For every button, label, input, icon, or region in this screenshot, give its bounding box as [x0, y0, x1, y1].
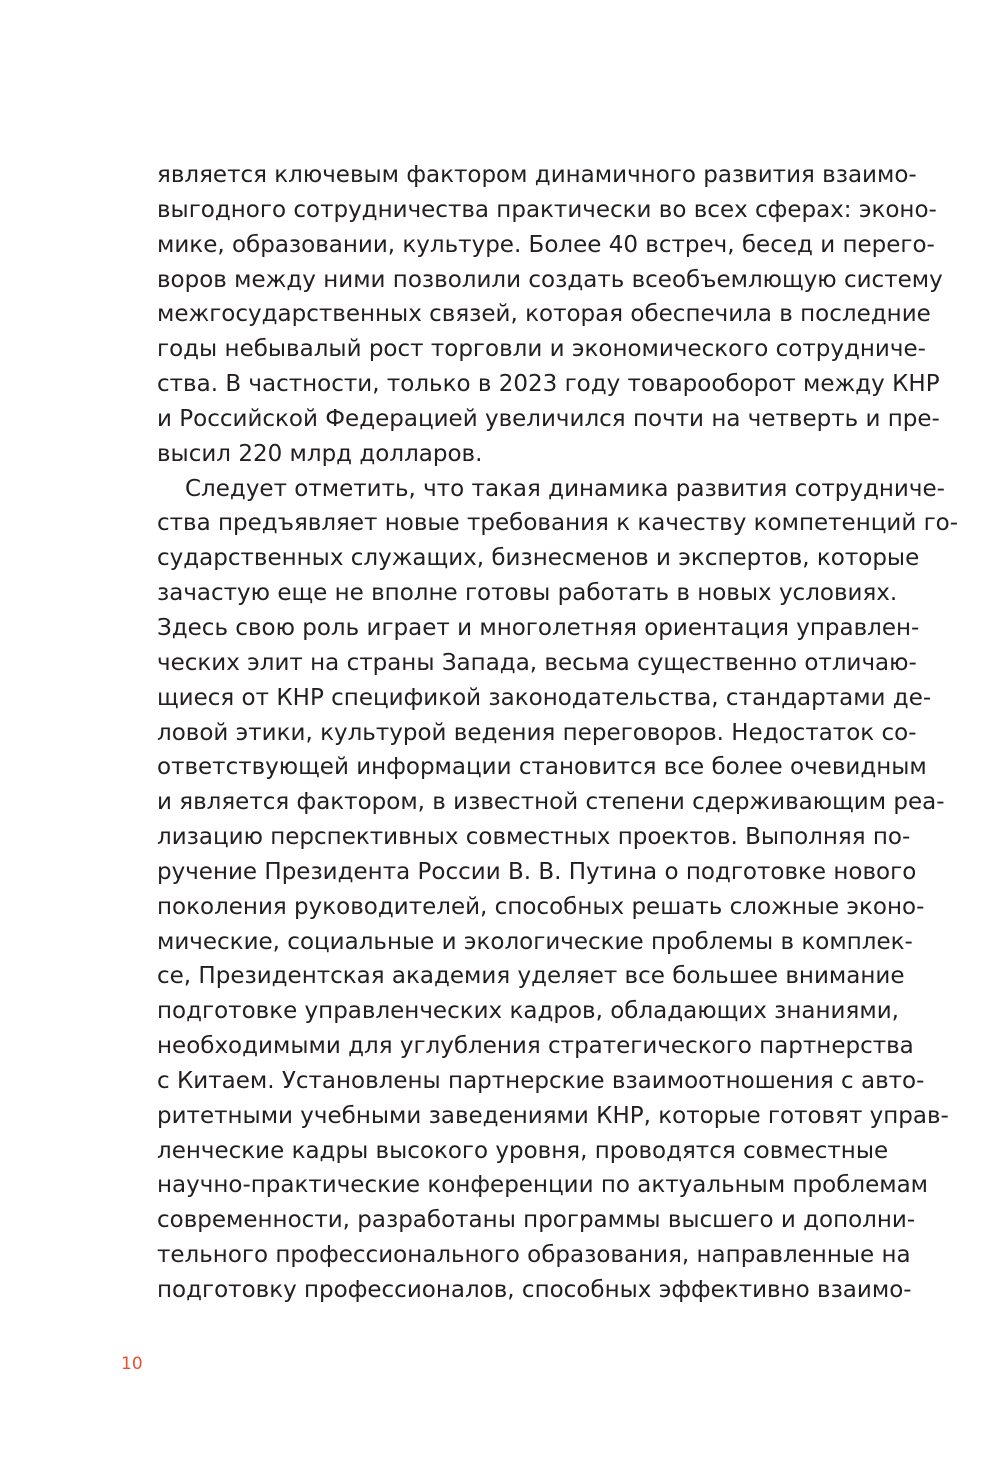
text-line: с Китаем. Установлены партнерские взаимоотношения с авто- [157, 1067, 925, 1094]
body-text [157, 158, 959, 1308]
text-line: ритетными учебными заведениями КНР, которые готовят управ- [157, 1102, 949, 1129]
text-line: и является фактором, в известной степени сдерживающим реа- [157, 789, 945, 816]
text-line: подготовку профессионалов, способных эффективно взаимо- [157, 1277, 912, 1303]
text-line: Следует отметить, что такая динамика развития сотрудниче- [185, 475, 945, 502]
text-line: мике, образовании, культуре. Более 40 встреч, бесед и перего- [157, 231, 935, 258]
text-line: щиеся от КНР спецификой законодательства, стандартами де- [157, 684, 932, 711]
text-line: ленческие кадры высокого уровня, проводятся совместные [157, 1137, 889, 1164]
text-line: выгодного сотрудничества практически во всех сферах: эконо- [157, 196, 937, 223]
text-line: се, Президентская академия уделяет все большее внимание [157, 963, 905, 990]
text-line: лизацию перспективных совместных проектов. Выполняя по- [157, 824, 911, 851]
text-line: необходимыми для углубления стратегического партнерства [157, 1033, 914, 1060]
text-line: современности, разработаны программы высшего и дополни- [157, 1207, 916, 1234]
text-line: сударственных служащих, бизнесменов и экспертов, которые [157, 545, 920, 572]
paragraph-2 [157, 472, 959, 1308]
text-line: поколения руководителей, способных решать сложные эконо- [157, 893, 925, 920]
text-line: подготовке управленческих кадров, обладающих знаниями, [157, 998, 899, 1025]
text-line: ловой этики, культурой ведения переговоров. Недостаток со- [157, 719, 917, 746]
text-line: годы небывалый рост торговли и экономического сотрудниче- [157, 336, 926, 363]
text-line: межгосударственных связей, которая обеспечила в последние [157, 301, 931, 328]
text-line: тельного профессионального образования, направленные на [157, 1242, 911, 1269]
text-line: ческих элит на страны Запада, весьма существенно отличаю- [157, 649, 917, 676]
text-line: ства. В частности, только в 2023 году товарооборот между КНР [157, 371, 940, 398]
paragraph-1 [157, 158, 943, 472]
text-line: ответствующей информации становится все более очевидным [157, 754, 927, 781]
page-number: 10 [121, 1354, 143, 1374]
text-line: и Российской Федерацией увеличился почти на четверть и пре- [157, 405, 940, 432]
text-line: ства предъявляет новые требования к качеству компетенций го- [157, 510, 959, 537]
text-line: мические, социальные и экологические проблемы в комплек- [157, 928, 913, 955]
text-line: Здесь свою роль играет и многолетняя ориентация управлен- [157, 614, 920, 641]
text-line: научно-практические конференции по актуальным проблемам [157, 1172, 929, 1199]
text-line: зачастую еще не вполне готовы работать в новых условиях. [157, 580, 898, 607]
text-line: является ключевым фактором динамичного развития взаимо- [157, 162, 917, 188]
text-line: ручение Президента России В. В. Путина о подготовке нового [157, 858, 917, 885]
text-line: воров между ними позволили создать всеобъемлющую систему [157, 266, 943, 293]
text-line: высил 220 млрд долларов. [157, 440, 483, 467]
